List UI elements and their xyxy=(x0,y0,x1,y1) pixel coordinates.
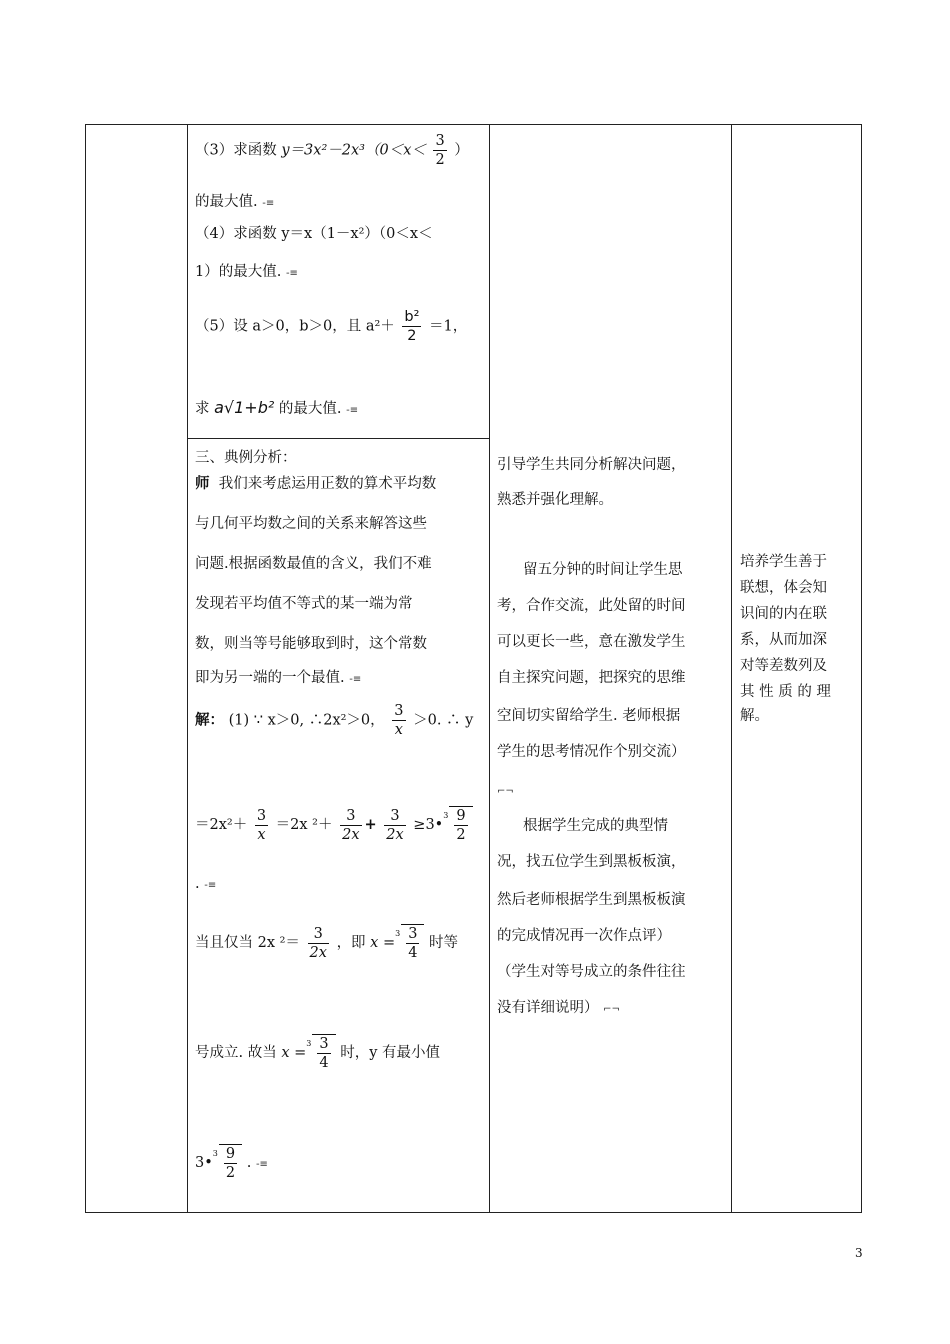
teacher-line-2: 与几何平均数之间的关系来解答这些 xyxy=(195,516,427,532)
teacher-line-3: 问题.根据函数最值的含义，我们不难 xyxy=(195,556,432,572)
guidance-2-line-5: 空间切实留给学生. 老师根据 xyxy=(497,708,681,724)
fraction: $\frac{3}{2x}$ xyxy=(309,925,327,961)
equality-condition: 当且仅当 2x ²＝ $\frac{3}{2x}$ ，即 x =$^3$ $\frac{3}{4}$ 时等 xyxy=(195,925,459,961)
purpose-line-3: 识间的内在联 xyxy=(740,606,827,622)
teacher-line-6: 即为另一端的一个最值. -≡ xyxy=(195,670,362,686)
conclusion-line: 号成立. 故当 x =$^3$ $\frac{3}{4}$ 时，y 有最小值 xyxy=(195,1036,441,1071)
purpose-line-7: 解。 xyxy=(740,708,769,724)
teacher-line-1: 师 我们来考虑运用正数的算术平均数 xyxy=(195,475,437,492)
guidance-2-line-4: 自主探究问题，把探究的思维 xyxy=(497,670,686,686)
purpose-line-1: 培养学生善于 xyxy=(740,554,827,570)
table-left-border xyxy=(85,124,86,1213)
guidance-3-line-5: （学生对等号成立的条件往往 xyxy=(497,964,686,980)
problem-5: （5）设 a＞0，b＞0，且 a²＋ $\frac{\text{b²}}{2}$ ＝1， xyxy=(195,309,468,344)
fraction: $\frac{9}{2}$ xyxy=(456,808,466,843)
purpose-line-2: 联想，体会知 xyxy=(740,580,827,596)
guidance-3-line-2: 况，找五位学生到黑板板演， xyxy=(497,854,686,870)
fraction: $\frac{3}{x}$ xyxy=(394,703,404,738)
fraction: $\frac{3}{2x}$ xyxy=(342,807,360,843)
row-divider xyxy=(187,438,489,439)
guidance-2-mark: ⌐¬ xyxy=(497,786,514,797)
table-top-border xyxy=(85,124,862,125)
fraction: $\frac{3}{2}$ xyxy=(435,133,445,168)
guidance-3-line-6: 没有详细说明） ⌐¬ xyxy=(497,1000,620,1016)
solution-line-2: ＝2x²＋ $\frac{3}{x}$ ＝2x ²＋ $\frac{3}{2x}$ + $\frac{3}{2x}$ ≥3•$^3$ $\frac{9}{2}$ xyxy=(195,806,473,844)
guidance-1-line-1: 引导学生共同分析解决问题， xyxy=(497,457,686,473)
fraction: $\frac{3}{x}$ xyxy=(256,807,267,843)
purpose-line-6: 其 性 质 的 理 xyxy=(740,684,831,700)
guidance-3-line-3: 然后老师根据学生到黑板板演 xyxy=(497,892,686,908)
teacher-line-5: 数，则当等号能够取到时，这个常数 xyxy=(195,636,427,652)
section-title: 三、典例分析： xyxy=(195,450,297,466)
purpose-line-5: 对等差数列及 xyxy=(740,658,827,674)
col-divider-2 xyxy=(489,124,490,1213)
solution-line-1: 解： (1) ∵ x＞0, ∴2x²＞0， $\frac{3}{x}$ ＞0. ∴ y xyxy=(195,703,474,738)
problem-3-end: 的最大值. -≡ xyxy=(195,194,275,210)
table-bottom-border xyxy=(85,1212,862,1213)
table-right-border xyxy=(861,124,862,1213)
guidance-2-line-1: 留五分钟的时间让学生思 xyxy=(523,562,683,578)
guidance-2-line-3: 可以更长一些，意在激发学生 xyxy=(497,634,686,650)
final-result: 3•$^3$ $\frac{9}{2}$ . -≡ xyxy=(195,1146,268,1181)
solution-line-2-end: . -≡ xyxy=(195,876,217,892)
fraction: $\frac{3}{4}$ xyxy=(319,1036,329,1071)
problem-5-expr: 求 a√1+b² 的最大值. -≡ xyxy=(195,398,359,417)
problem-4: （4）求函数 y＝x（1－x²）（0＜x＜ xyxy=(195,226,433,242)
guidance-3-line-1: 根据学生完成的典型情 xyxy=(523,818,668,834)
purpose-line-4: 系，从而加深 xyxy=(740,632,827,648)
problem-3: （3）求函数 y＝3x²－2x³（0＜x＜ $\frac{3}{2}$ ） xyxy=(195,133,469,168)
fraction: $\frac{\text{b²}}{2}$ xyxy=(404,309,420,344)
col-divider-1 xyxy=(187,124,188,1213)
teacher-line-4: 发现若平均值不等式的某一端为常 xyxy=(195,596,413,612)
guidance-2-line-6: 学生的思考情况作个别交流） xyxy=(497,744,686,760)
problem-4-end: 1）的最大值. -≡ xyxy=(195,264,298,280)
guidance-2-line-2: 考，合作交流，此处留的时间 xyxy=(497,598,686,614)
fraction: $\frac{9}{2}$ xyxy=(225,1146,236,1181)
fraction: $\frac{3}{2x}$ xyxy=(386,807,404,843)
col-divider-3 xyxy=(731,124,732,1213)
guidance-3-line-4: 的完成情况再一次作点评） xyxy=(497,928,671,944)
page-number: 3 xyxy=(855,1246,863,1260)
guidance-1-line-2: 熟悉并强化理解。 xyxy=(497,492,613,508)
fraction: $\frac{3}{4}$ xyxy=(408,926,418,961)
